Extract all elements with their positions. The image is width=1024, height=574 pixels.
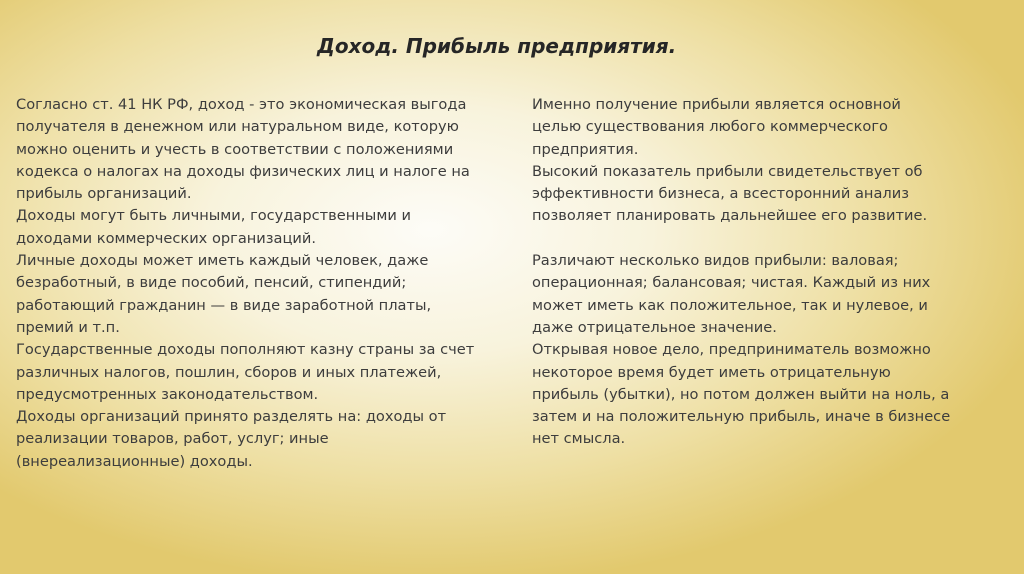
income-types-paragraph: Доходы могут быть личными, государственными и доходами коммерческих организаций. [16, 207, 411, 247]
income-definition-paragraph: Согласно ст. 41 НК РФ, доход - это экономическая выгода получателя в денежном или натуральном виде, которую можно оценить и учесть в соответствии с положениями кодекса о налогах на доходы физических лиц и налоге на прибыль организаций. [16, 96, 470, 203]
new-business-paragraph: Открывая новое дело, предприниматель возможно некоторое время будет иметь отрицательную прибыль (убытки), но потом должен выйти на ноль, а затем и на положительную прибыль, иначе в бизнесе нет смысла. [532, 341, 951, 448]
profit-kinds-paragraph: Различают несколько видов прибыли: валовая; операционная; балансовая; чистая. Каждый из них может иметь как положительное, так и нулевое, и даже отрицательное значение. [532, 252, 931, 336]
right-text-column [532, 94, 1002, 451]
profit-goal-paragraph: Именно получение прибыли является основной целью существования любого коммерческого предприятия. [532, 96, 901, 158]
left-text-column [16, 94, 504, 473]
slide-title: Доход. Прибыль предприятия. [317, 34, 677, 58]
personal-income-paragraph: Личные доходы может иметь каждый человек, даже безработный, в виде пособий, пенсий, стипендий; работающий гражданин — в виде заработной платы, премий и т.п. [16, 252, 432, 336]
profit-indicator-paragraph: Высокий показатель прибыли свидетельствует об эффективности бизнеса, а всесторонний анализ позволяет планировать дальнейшее его развитие. [532, 162, 928, 225]
state-income-paragraph: Государственные доходы пополняют казну страны за счет различных налогов, пошлин, сборов и иных платежей, предусмотренных законодательством. [16, 341, 475, 403]
organization-income-paragraph: Доходы организаций принято разделять на: доходы от реализации товаров, работ, услуг; иные (внереализационные) доходы. [16, 408, 447, 470]
